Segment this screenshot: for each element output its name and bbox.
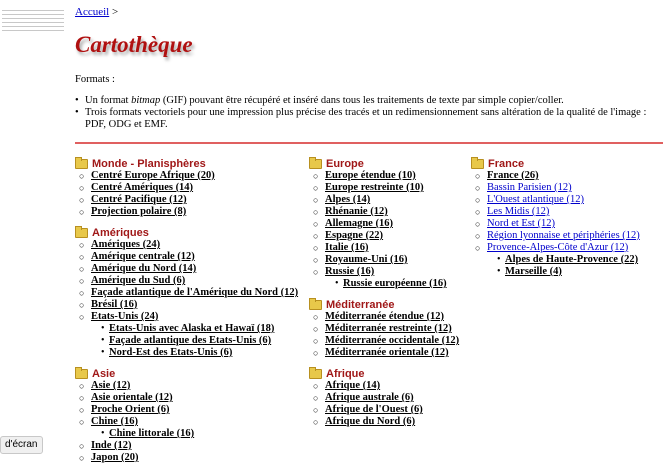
nav-line [2, 18, 64, 19]
map-link[interactable]: Inde (12) [91, 440, 132, 451]
folder-icon [75, 369, 88, 379]
list-item [75, 440, 298, 452]
column-left [75, 157, 298, 472]
map-link[interactable]: Brésil (16) [91, 299, 138, 310]
nav-line [2, 22, 64, 23]
list-item [75, 323, 298, 335]
map-link[interactable]: L'Ouest atlantique (12) [487, 194, 584, 205]
breadcrumb [75, 6, 118, 18]
list-item [75, 335, 298, 347]
list-item [309, 311, 459, 323]
list-item [309, 380, 459, 392]
map-link[interactable]: Alpes de Haute-Provence (22) [505, 254, 639, 265]
section-france [471, 157, 640, 278]
list-item [309, 404, 459, 416]
map-link[interactable]: Proche Orient (6) [91, 404, 170, 415]
list-item [471, 194, 640, 206]
list-item [309, 335, 459, 347]
formats-label: Formats : [75, 74, 115, 85]
map-list [309, 380, 459, 428]
list-item [75, 287, 298, 299]
map-link[interactable]: Afrique de l'Ouest (6) [325, 404, 423, 415]
column-right [471, 157, 640, 286]
map-link[interactable]: France (26) [487, 170, 539, 181]
map-list [471, 170, 640, 278]
list-item [309, 266, 459, 278]
list-item [471, 170, 640, 182]
map-link[interactable]: Espagne (22) [325, 230, 384, 241]
section-title-label: France [488, 157, 525, 170]
map-link[interactable]: Afrique australe (6) [325, 392, 414, 403]
map-link[interactable]: Japon (20) [91, 452, 139, 463]
list-item [75, 263, 298, 275]
list-item [75, 275, 298, 287]
nav-line [2, 30, 64, 31]
map-link[interactable]: Russie européenne (16) [343, 278, 447, 289]
map-link[interactable]: Méditerranée orientale (12) [325, 347, 449, 358]
list-item [309, 182, 459, 194]
map-link[interactable]: Afrique du Nord (6) [325, 416, 416, 427]
map-link[interactable]: Russie (16) [325, 266, 375, 277]
map-link[interactable]: Europe étendue (10) [325, 170, 416, 181]
list-item [309, 278, 459, 290]
map-link[interactable]: Asie (12) [91, 380, 131, 391]
list-item [471, 182, 640, 194]
section-title [75, 367, 298, 380]
section-title [471, 157, 640, 170]
section-title [75, 157, 298, 170]
map-link[interactable]: Méditerranée restreinte (12) [325, 323, 452, 334]
list-item [309, 416, 459, 428]
list-item [75, 299, 298, 311]
section-title-label: Europe [326, 157, 364, 170]
breadcrumb-home-link[interactable]: Accueil [75, 6, 110, 18]
map-list [309, 311, 459, 359]
map-link[interactable]: Projection polaire (8) [91, 206, 187, 217]
section-title-label: Asie [92, 367, 116, 380]
tooltip: d'écran [0, 436, 43, 454]
list-item [309, 194, 459, 206]
map-list [75, 239, 298, 359]
map-link[interactable]: Amérique centrale (12) [91, 251, 195, 262]
section-title-label: Monde - Planisphères [92, 157, 206, 170]
list-item [75, 251, 298, 263]
map-link[interactable]: Nord-Est des Etats-Unis (6) [109, 347, 233, 358]
column-middle [309, 157, 459, 436]
map-link[interactable]: Etats-Unis avec Alaska et Hawaï (18) [109, 323, 275, 334]
nav-line [2, 10, 64, 11]
list-item [309, 242, 459, 254]
map-link[interactable]: Alpes (14) [325, 194, 371, 205]
map-link[interactable]: Centré Europe Afrique (20) [91, 170, 215, 181]
map-link[interactable]: Méditerranée occidentale (12) [325, 335, 460, 346]
folder-icon [75, 159, 88, 169]
list-item [75, 416, 298, 428]
map-link[interactable]: Méditerranée étendue (12) [325, 311, 444, 322]
section-title-label: Méditerranée [326, 298, 395, 311]
left-nav-lines [0, 0, 66, 40]
section-europe [309, 157, 459, 290]
list-item [309, 392, 459, 404]
map-link[interactable]: Centré Pacifique (12) [91, 194, 187, 205]
list-item [75, 206, 298, 218]
list-item [471, 254, 640, 266]
folder-icon [309, 369, 322, 379]
section-title [309, 157, 459, 170]
map-link[interactable]: Provence-Alpes-Côte d'Azur (12) [487, 242, 629, 253]
list-item [75, 380, 298, 392]
map-link[interactable]: Façade atlantique de l'Amérique du Nord (12) [91, 287, 299, 298]
map-list [75, 170, 298, 218]
map-link[interactable]: Région lyonnaise et périphéries (12) [487, 230, 640, 241]
list-item [309, 347, 459, 359]
section-title [75, 226, 298, 239]
list-item [309, 230, 459, 242]
section-title-label: Amériques [92, 226, 149, 239]
list-item [471, 266, 640, 278]
map-link[interactable]: Etats-Unis (24) [91, 311, 159, 322]
list-item [309, 254, 459, 266]
map-link[interactable]: Nord et Est (12) [487, 218, 555, 229]
map-link[interactable]: Royaume-Uni (16) [325, 254, 408, 265]
folder-icon [75, 228, 88, 238]
folder-icon [309, 159, 322, 169]
divider [75, 142, 663, 144]
list-item [75, 182, 298, 194]
map-list [309, 170, 459, 290]
breadcrumb-separator: > [111, 6, 119, 18]
section-title [309, 298, 459, 311]
map-link[interactable]: Amérique du Sud (6) [91, 275, 186, 286]
folder-icon [471, 159, 484, 169]
map-link[interactable]: Bassin Parisien (12) [487, 182, 572, 193]
map-list [75, 380, 298, 464]
list-item [75, 404, 298, 416]
list-item [309, 218, 459, 230]
list-item [75, 428, 298, 440]
list-item [75, 239, 298, 251]
page-title: Cartothèque [75, 32, 193, 57]
map-link[interactable]: Chine littorale (16) [109, 428, 195, 439]
list-item [309, 206, 459, 218]
map-link[interactable]: Amériques (24) [91, 239, 161, 250]
format-item-vector: • Trois formats vectoriels pour une impression plus précise des tracés et un redimensionnement sans altération de la qualité de l'image : PDF, ODG et EMF. [75, 107, 660, 131]
map-link[interactable]: Amérique du Nord (14) [91, 263, 197, 274]
section-mediterranee [309, 298, 459, 359]
map-link[interactable]: Italie (16) [325, 242, 369, 253]
format-item-bitmap: • Un format bitmap (GIF) pouvant être récupéré et inséré dans tous les traitements de texte par simple copier/coller. [75, 95, 660, 107]
map-link[interactable]: Rhénanie (12) [325, 206, 388, 217]
list-item [75, 170, 298, 182]
list-item [75, 347, 298, 359]
list-item [471, 230, 640, 242]
map-link[interactable]: Centré Amériques (14) [91, 182, 194, 193]
section-afrique [309, 367, 459, 428]
list-item [75, 194, 298, 206]
list-item [75, 311, 298, 323]
nav-line [2, 14, 64, 15]
list-item [471, 242, 640, 254]
list-item [75, 452, 298, 464]
nav-line [2, 26, 64, 27]
section-monde-planispheres [75, 157, 298, 218]
formats-list [75, 95, 660, 131]
map-link[interactable]: Marseille (4) [505, 266, 562, 277]
list-item [309, 323, 459, 335]
map-link[interactable]: Chine (16) [91, 416, 138, 427]
map-link[interactable]: Asie orientale (12) [91, 392, 173, 403]
folder-icon [309, 300, 322, 310]
map-link[interactable]: Allemagne (16) [325, 218, 393, 229]
section-title-label: Afrique [326, 367, 365, 380]
list-item [75, 392, 298, 404]
section-title [309, 367, 459, 380]
map-link[interactable]: Façade atlantique des Etats-Unis (6) [109, 335, 272, 346]
list-item [471, 206, 640, 218]
list-item [309, 170, 459, 182]
section-asie [75, 367, 298, 464]
map-link[interactable]: Les Midis (12) [487, 206, 550, 217]
map-link[interactable]: Europe restreinte (10) [325, 182, 424, 193]
section-ameriques [75, 226, 298, 359]
list-item [471, 218, 640, 230]
map-link[interactable]: Afrique (14) [325, 380, 381, 391]
